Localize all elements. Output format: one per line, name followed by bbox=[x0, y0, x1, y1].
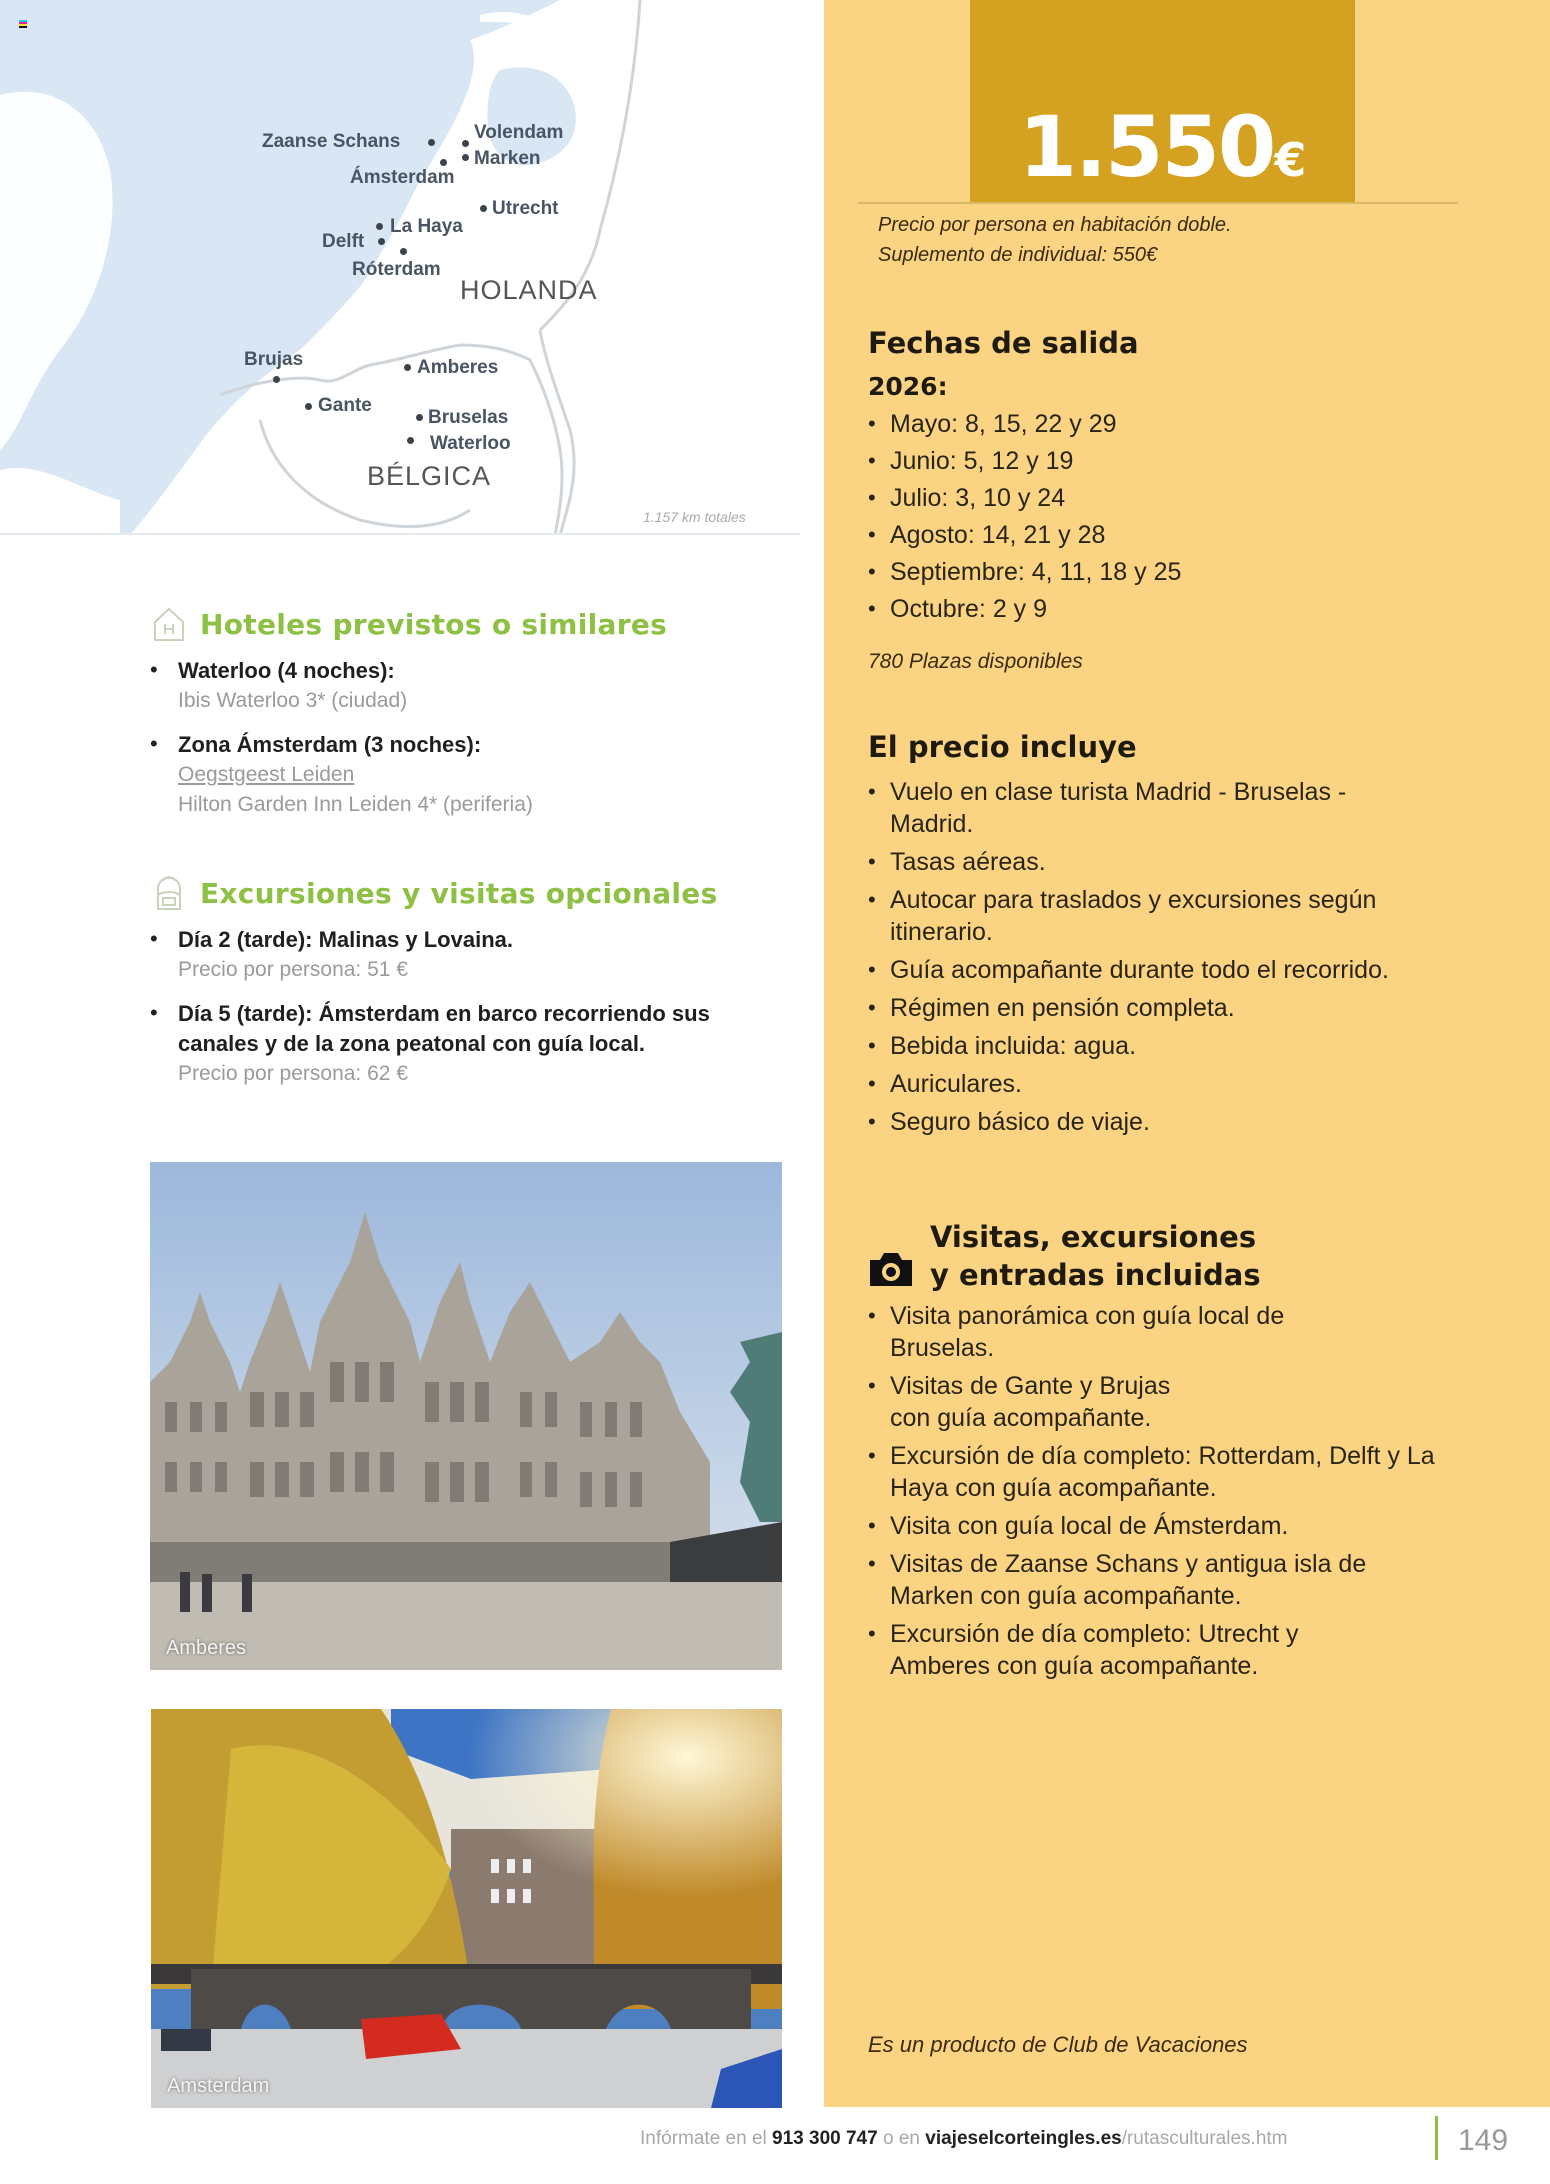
map-dot-brujas bbox=[273, 376, 280, 383]
price-divider bbox=[858, 202, 1458, 204]
included-visit-item: • Visita con guía local de Ámsterdam. bbox=[868, 1510, 1468, 1542]
print-color-mark bbox=[19, 20, 27, 28]
footer-website-path[interactable]: /rutasculturales.htm bbox=[1121, 2128, 1288, 2149]
departure-dates-list bbox=[868, 408, 1508, 630]
map-dot-zaanse-schans bbox=[428, 139, 435, 146]
footer-contact bbox=[640, 2128, 1288, 2150]
map-label-zaanse-schans: Zaanse Schans bbox=[262, 131, 401, 152]
excursion-description: • Día 2 (tarde): Malinas y Lovaina. bbox=[178, 927, 513, 952]
included-item: • Autocar para traslados y excursiones según itinerario. bbox=[868, 884, 1428, 948]
optional-excursions-heading bbox=[152, 875, 718, 911]
amsterdam-canal-image bbox=[151, 1709, 782, 2108]
included-item: • Bebida incluida: agua. bbox=[868, 1030, 1428, 1062]
excursion-price: Precio por persona: 51 € bbox=[178, 958, 408, 981]
hotel-item bbox=[150, 656, 790, 716]
map-distance-total: 1.157 km totales bbox=[643, 509, 746, 525]
map-label-bruselas: Bruselas bbox=[428, 407, 509, 428]
included-item: • Guía acompañante durante todo el recorrido. bbox=[868, 954, 1428, 986]
map-dot-utrecht bbox=[480, 205, 487, 212]
photo-caption: Amsterdam bbox=[167, 2075, 270, 2097]
included-visits-heading bbox=[868, 1218, 1261, 1294]
optional-excursions-list bbox=[150, 925, 790, 1103]
club-vacaciones-note: Es un producto de Club de Vacaciones bbox=[868, 2032, 1248, 2057]
departure-date-item: • Mayo: 8, 15, 22 y 29 bbox=[868, 408, 1508, 440]
departure-date-item: • Julio: 3, 10 y 24 bbox=[868, 482, 1508, 514]
price-note bbox=[878, 210, 1232, 270]
hotel-location: • Waterloo (4 noches): bbox=[178, 658, 395, 683]
included-visits-list bbox=[868, 1300, 1468, 1688]
included-visit-item: • Excursión de día completo: Utrecht y Amberes con guía acompañante. bbox=[868, 1618, 1368, 1682]
backpack-icon bbox=[152, 875, 186, 911]
departure-date-item: • Septiembre: 4, 11, 18 y 25 bbox=[868, 556, 1508, 588]
footer-divider bbox=[1435, 2116, 1438, 2160]
optional-excursions-title: Excursiones y visitas opcionales bbox=[200, 876, 718, 910]
map-label-brujas: Brujas bbox=[244, 349, 304, 370]
included-visits-title bbox=[930, 1218, 1261, 1294]
photo-amberes bbox=[150, 1162, 782, 1670]
hotels-heading bbox=[152, 606, 667, 642]
footer-middle: o en bbox=[877, 2128, 926, 2149]
map-label-amberes: Amberes bbox=[417, 357, 499, 378]
price-includes-list bbox=[868, 776, 1428, 1144]
departure-date-item: • Junio: 5, 12 y 19 bbox=[868, 445, 1508, 477]
map-label-gante: Gante bbox=[318, 395, 372, 416]
optional-excursion-item bbox=[150, 999, 790, 1089]
footer-website-domain[interactable]: viajeselcorteingles.es bbox=[925, 2128, 1122, 2149]
map-dot-gante bbox=[305, 403, 312, 410]
footer-prefix: Infórmate en el bbox=[640, 2128, 773, 2149]
map-label-volendam: Volendam bbox=[474, 122, 564, 143]
map-label-roterdam: Róterdam bbox=[352, 259, 441, 280]
included-item: • Vuelo en clase turista Madrid - Bruselas - Madrid. bbox=[868, 776, 1428, 840]
hotel-item bbox=[150, 730, 790, 820]
map-dot-volendam bbox=[462, 140, 469, 147]
map-label-delft: Delft bbox=[322, 231, 365, 252]
optional-excursion-item bbox=[150, 925, 790, 985]
departure-date-item: • Agosto: 14, 21 y 28 bbox=[868, 519, 1508, 551]
price-basis: Precio por persona en habitación doble. bbox=[878, 214, 1232, 236]
departure-year: 2026: bbox=[868, 372, 948, 401]
page-number: 149 bbox=[1458, 2124, 1509, 2157]
map-country-holanda: HOLANDA bbox=[460, 275, 598, 305]
map-label-amsterdam: Ámsterdam bbox=[350, 167, 455, 188]
price-includes-title: El precio incluye bbox=[868, 730, 1137, 764]
hotel-house-icon bbox=[152, 606, 186, 642]
map-label-waterloo: Waterloo bbox=[430, 433, 511, 454]
hotel-location: • Zona Ámsterdam (3 noches): bbox=[178, 732, 482, 757]
departure-dates-title: Fechas de salida bbox=[868, 326, 1139, 360]
included-visit-item: • Excursión de día completo: Rotterdam, Delft y La Haya con guía acompañante. bbox=[868, 1440, 1468, 1504]
single-supplement: Suplemento de individual: 550€ bbox=[878, 244, 1158, 266]
excursion-description: • Día 5 (tarde): Ámsterdam en barco recorriendo sus canales y de la zona peatonal con guía local. bbox=[178, 1001, 710, 1056]
included-item: • Seguro básico de viaje. bbox=[868, 1106, 1428, 1138]
hotels-list bbox=[150, 656, 790, 834]
included-visit-item: • Visita panorámica con guía local de Bruselas. bbox=[868, 1300, 1308, 1364]
footer-phone[interactable]: 913 300 747 bbox=[772, 2128, 878, 2149]
route-map bbox=[0, 0, 800, 535]
map-label-utrecht: Utrecht bbox=[492, 198, 559, 219]
camera-icon bbox=[868, 1250, 914, 1288]
map-dot-bruselas bbox=[416, 414, 423, 421]
hotel-name: Hilton Garden Inn Leiden 4* (periferia) bbox=[178, 793, 533, 816]
included-item: • Auriculares. bbox=[868, 1068, 1428, 1100]
trip-info-panel bbox=[824, 0, 1550, 2107]
map-dot-amsterdam bbox=[440, 159, 447, 166]
photo-caption: Amberes bbox=[166, 1637, 247, 1659]
price-box bbox=[970, 0, 1355, 203]
hotel-area-link[interactable]: Oegstgeest Leiden bbox=[178, 763, 355, 786]
antwerp-guildhalls-image bbox=[150, 1162, 782, 1670]
available-seats: 780 Plazas disponibles bbox=[868, 650, 1083, 673]
map-dot-roterdam bbox=[400, 248, 407, 255]
price-currency: € bbox=[1274, 133, 1307, 187]
included-item: • Régimen en pensión completa. bbox=[868, 992, 1428, 1024]
map-label-la-haya: La Haya bbox=[390, 216, 463, 237]
included-visits-title-line2: y entradas incluidas bbox=[930, 1258, 1261, 1292]
map-dot-amberes bbox=[404, 364, 411, 371]
included-visit-item: • Visitas de Zaanse Schans y antigua isla de Marken con guía acompañante. bbox=[868, 1548, 1428, 1612]
included-visits-title-line1: Visitas, excursiones bbox=[930, 1220, 1257, 1254]
price-amount: 1.550 bbox=[1018, 98, 1275, 196]
hotel-name: Ibis Waterloo 3* (ciudad) bbox=[178, 689, 408, 712]
map-dot-marken bbox=[462, 154, 469, 161]
price-value bbox=[970, 98, 1355, 196]
map-label-marken: Marken bbox=[474, 148, 541, 169]
excursion-price: Precio por persona: 62 € bbox=[178, 1062, 408, 1085]
map-dot-waterloo bbox=[407, 437, 414, 444]
map-country-belgica: BÉLGICA bbox=[367, 461, 492, 491]
map-dot-delft bbox=[378, 238, 385, 245]
map-dot-la-haya bbox=[376, 223, 383, 230]
included-item: • Tasas aéreas. bbox=[868, 846, 1428, 878]
included-visit-item: • Visitas de Gante y Brujas con guía acompañante. bbox=[868, 1370, 1208, 1434]
departure-date-item: • Octubre: 2 y 9 bbox=[868, 593, 1508, 625]
photo-amsterdam bbox=[151, 1709, 782, 2108]
hotels-title: Hoteles previstos o similares bbox=[200, 607, 668, 641]
